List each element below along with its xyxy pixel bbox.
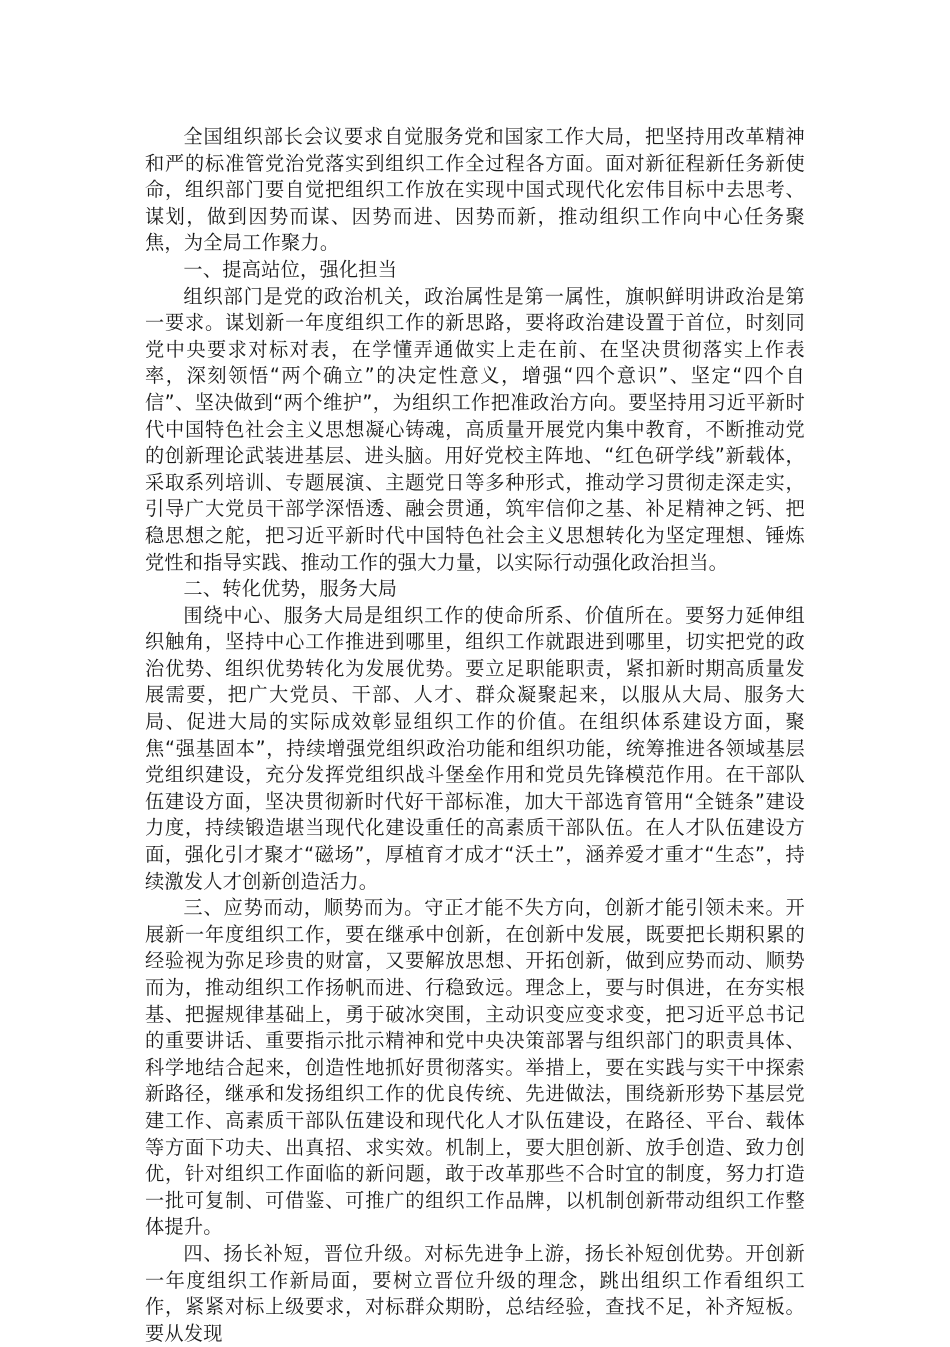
section-2-paragraph: 围绕中心、服务大局是组织工作的使命所系、价值所在。要努力延伸组织触角，坚持中心工作推进到哪里，组织工作就跟进到哪里，切实把党的政治优势、组织优势转化为发展优势。要立足职能职责，紧扣新时期高质量发展需要，把广大党员、干部、人才、群众凝聚起来，以服从大局、服务大局、促进大局的实际成效彰显组织工作的价值。在组织体系建设方面，聚焦“强基固本”，持续增强党组织政治功能和组织功能，统筹推进各领域基层党组织建设，充分发挥党组织战斗堡垒作用和党员先锋模范作用。在干部队伍建设方面，坚决贯彻新时代好干部标准，加大干部选育管用“全链条”建设力度，持续锻造堪当现代化建设重任的高素质干部队伍。在人才队伍建设方面，强化引才聚才“磁场”，厚植育才成才“沃土”，涵养爱才重才“生态”，持续激发人才创新创造活力。 — [145, 603, 805, 893]
section-4-paragraph: 四、扬长补短，晋位升级。对标先进争上游，扬长补短创优势。开创新一年度组织工作新局面，要树立晋位升级的理念，跳出组织工作看组织工作，紧紧对标上级要求，对标群众期盼，总结经验，查找不足，补齐短板。要从发现 — [145, 1241, 805, 1345]
section-1-heading: 一、提高站位，强化担当 — [183, 257, 398, 281]
section-3-paragraph: 三、应势而动，顺势而为。守正才能不失方向，创新才能引领未来。开展新一年度组织工作，要在继承中创新，在创新中发展，既要把长期积累的经验视为弥足珍贵的财富，又要解放思想、开拓创新，做到应势而动、顺势而为，推动组织工作扬帆而进、行稳致远。理念上，要与时俱进，在夯实根基、把握规律基础上，勇于破冰突围，主动识变应变求变，把习近平总书记的重要讲话、重要指示批示精神和党中央决策部署与组织部门的职责具体、科学地结合起来，创造性地抓好贯彻落实。举措上，要在实践与实干中探索新路径，继承和发扬组织工作的优良传统、先进做法，围绕新形势下基层党建工作、高素质干部队伍建设和现代化人才队伍建设，在路径、平台、载体等方面下功夫、出真招、求实效。机制上，要大胆创新、放手创造、致力创优，针对组织工作面临的新问题，敢于改革那些不合时宜的制度，努力打造一批可复制、可借鉴、可推广的组织工作品牌，以机制创新带动组织工作整体提升。 — [145, 896, 805, 1239]
intro-paragraph: 全国组织部长会议要求自觉服务党和国家工作大局，把坚持用改革精神和严的标准管党治党落实到组织工作全过程各方面。面对新征程新任务新使命，组织部门要自觉把组织工作放在实现中国式现代化宏伟目标中去思考、谋划，做到因势而谋、因势而进、因势而新，推动组织工作向中心任务聚焦，为全局工作聚力。 — [145, 125, 805, 255]
document-page — [145, 124, 805, 1347]
section-2-heading: 二、转化优势，服务大局 — [183, 577, 398, 601]
section-1-paragraph: 组织部门是党的政治机关，政治属性是第一属性，旗帜鲜明讲政治是第一要求。谋划新一年度组织工作的新思路，要将政治建设置于首位，时刻同党中央要求对标对表，在学懂弄通做实上走在前、在坚决贯彻落实上作表率，深刻领悟“两个确立”的决定性意义，增强“四个意识”、坚定“四个自信”、坚决做到“两个维护”，为组织工作把准政治方向。要坚持用习近平新时代中国特色社会主义思想凝心铸魂，高质量开展党内集中教育，不断推动党的创新理论武装进基层、进头脑。用好党校主阵地、“红色研学线”新载体，采取系列培训、专题展演、主题党日等多种形式，推动学习贯彻走深走实，引导广大党员干部学深悟透、融会贯通，筑牢信仰之基、补足精神之钙、把稳思想之舵，把习近平新时代中国特色社会主义思想转化为坚定理想、锤炼党性和指导实践、推动工作的强大力量，以实际行动强化政治担当。 — [145, 284, 805, 574]
